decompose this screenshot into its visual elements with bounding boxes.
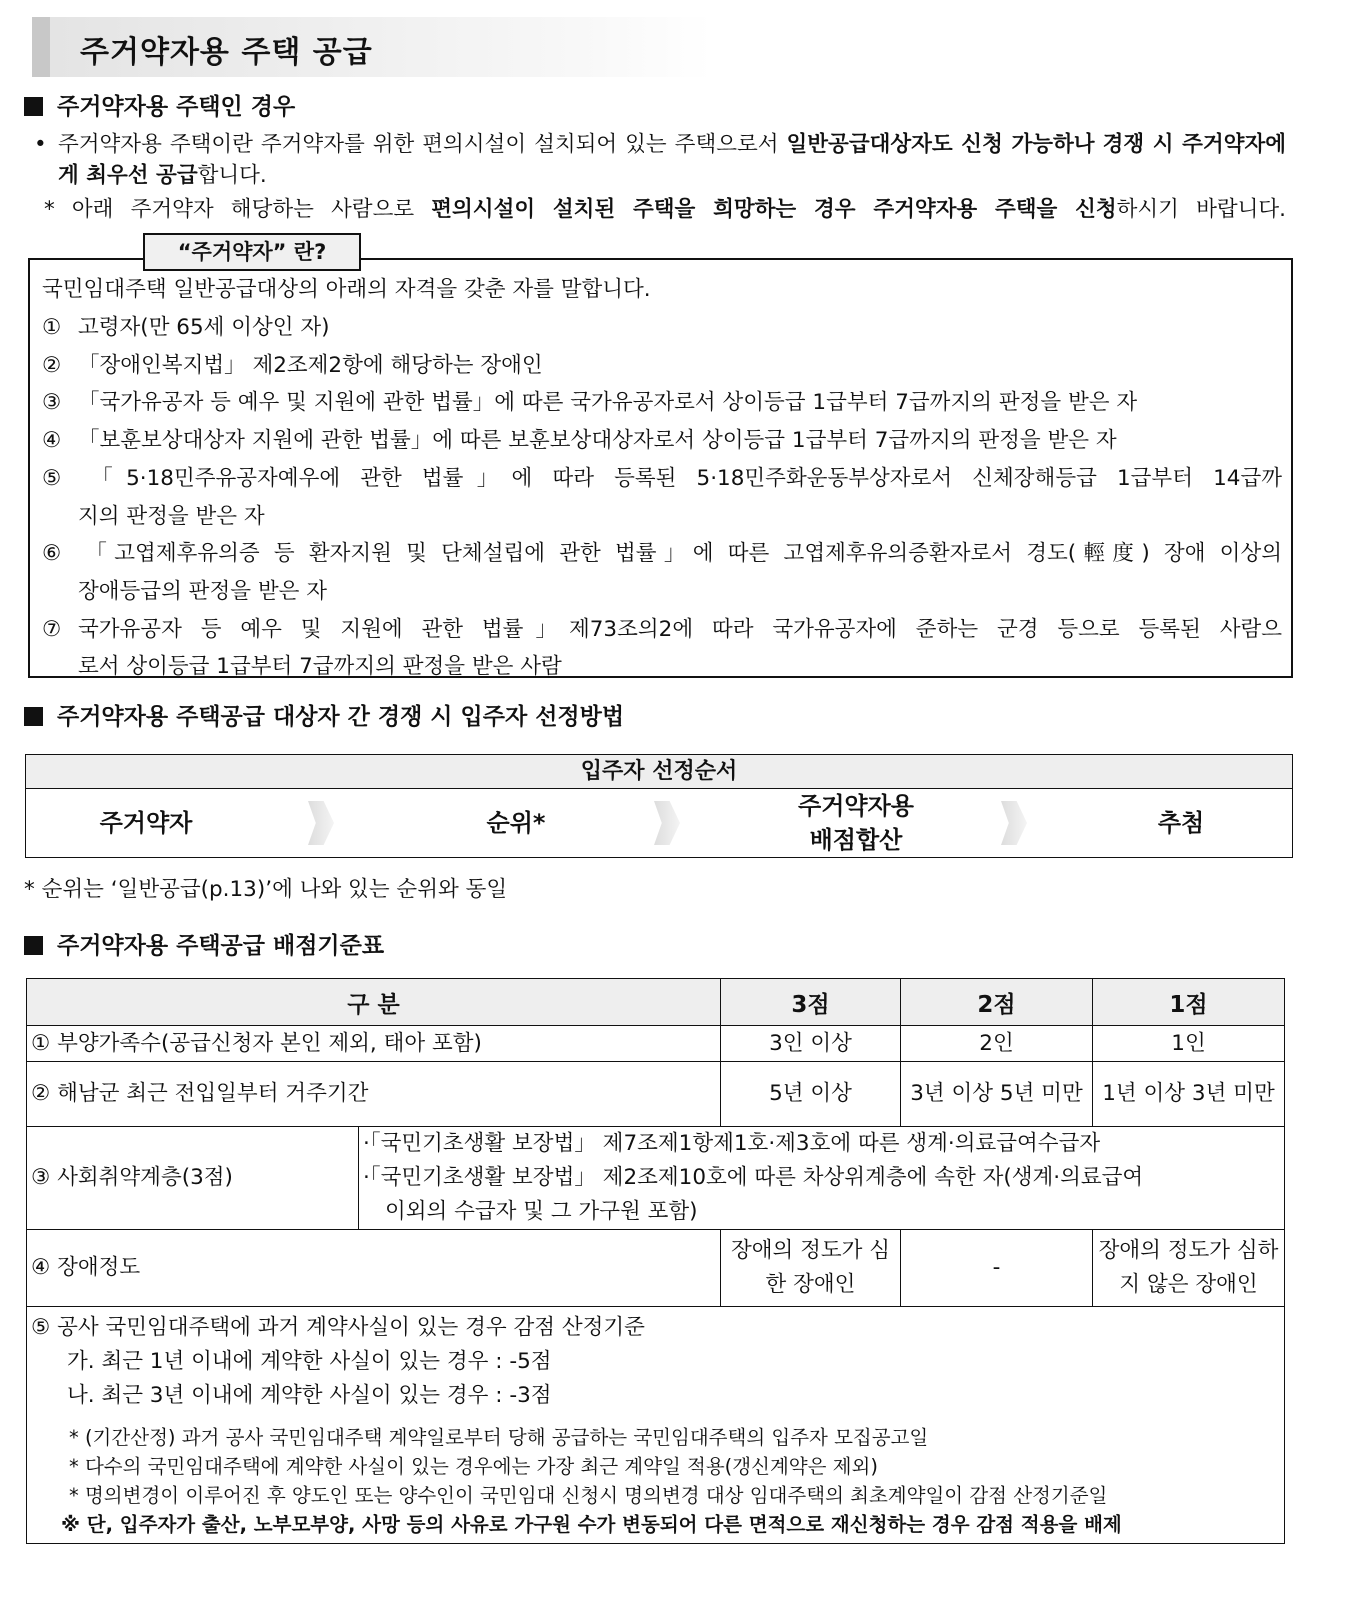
header-3pt: 3점 bbox=[721, 979, 901, 1026]
item-text: 「고엽제후유의증 등 환자지원 및 단체설립에 관한 법률」에 따른 고엽제후유의증환자로서 경도(輕度) 장애 이상의 bbox=[78, 541, 1282, 567]
square-bullet-icon bbox=[24, 97, 43, 116]
definition-intro: 국민임대주택 일반공급대상의 아래의 자격을 갖춘 자를 말합니다. bbox=[42, 277, 651, 302]
item-text: 「5·18민주유공자예우에 관한 법률」에 따라 등록된 5·18민주화운동부상자로서 신체장해등급 1급부터 14급까 bbox=[78, 465, 1282, 491]
definition-item bbox=[42, 385, 1282, 416]
cell-line: ·「국민기초생활 보장법」 제2조제10호에 따른 차상위계층에 속한 자(생계·의료급여 bbox=[363, 1165, 1144, 1190]
table-row bbox=[27, 1230, 1285, 1307]
item-number: ④ bbox=[42, 428, 62, 454]
bold-text: 경쟁 시 주거약자에게 최우선 공급 bbox=[58, 132, 1286, 188]
cell: 1인 bbox=[1093, 1026, 1285, 1062]
row-label: ① 부양가족수(공급신청자 본인 제외, 태아 포함) bbox=[27, 1026, 721, 1062]
definition-item bbox=[42, 536, 1282, 567]
cell: 장애의 정도가 심하지 않은 장애인 bbox=[1093, 1230, 1285, 1307]
text: * 아래 주거약자 해당하는 사람으로 bbox=[44, 197, 432, 222]
item-number: ① bbox=[42, 315, 62, 340]
arrow-right-icon bbox=[308, 801, 334, 845]
item-number: ⑤ bbox=[42, 465, 62, 491]
heading-text: 주거약자용 주택인 경우 bbox=[57, 94, 296, 120]
table-row bbox=[27, 1307, 1285, 1544]
item-text: 「보훈보상대상자 지원에 관한 법률」에 따른 보훈보상대상자로서 상이등급 1급부터 7급까지의 판정을 받은 자 bbox=[78, 428, 1117, 454]
bullet-icon: • bbox=[34, 132, 47, 157]
cell: 장애의 정도가 심한 장애인 bbox=[721, 1230, 901, 1307]
definition-item bbox=[42, 461, 1282, 492]
row-label: ④ 장애정도 bbox=[27, 1230, 721, 1307]
definition-label: “주거약자” 란? bbox=[143, 233, 361, 271]
item-number: ② bbox=[42, 352, 62, 378]
definition-item bbox=[42, 423, 1282, 454]
page-title-bar bbox=[32, 17, 712, 77]
cell-line: 나. 최근 3년 이내에 계약한 사실이 있는 경우 : -3점 bbox=[67, 1383, 552, 1408]
bold-text: 편의시설이 설치된 주택을 희망하는 경우 주거약자용 주택을 신청 bbox=[431, 197, 1117, 222]
cell: 3인 이상 bbox=[721, 1026, 901, 1062]
row-label: ② 해남군 최근 전입일부터 거주기간 bbox=[27, 1062, 721, 1127]
step-4: 추첨 bbox=[1157, 809, 1205, 837]
section-heading-3 bbox=[24, 927, 384, 960]
row-label: ③ 사회취약계층(3점) bbox=[27, 1127, 359, 1230]
item-number: ⑦ bbox=[42, 616, 62, 642]
exception-note: ※ 단, 입주자가 출산, 노부모부양, 사망 등의 사유로 가구원 수가 변동되어 다른 면적으로 재신청하는 경우 감점 적용을 배제 bbox=[61, 1513, 1122, 1536]
header-1pt: 1점 bbox=[1093, 979, 1285, 1026]
item-number: ③ bbox=[42, 390, 62, 416]
step-3: 주거약자용 배점합산 bbox=[798, 792, 914, 854]
rank-note: * 순위는 ‘일반공급(p.13)’에 나와 있는 순위와 동일 bbox=[24, 877, 508, 902]
definition-item-cont: 지의 판정을 받은 자 bbox=[78, 503, 265, 529]
item-number: ⑥ bbox=[42, 541, 62, 567]
text: 하시기 바랍니다. bbox=[1116, 197, 1286, 222]
footnote: * 다수의 국민임대주택에 계약한 사실이 있는 경우에는 가장 최근 계약일 적용(갱신계약은 제외) bbox=[69, 1455, 878, 1478]
selection-order-table bbox=[25, 754, 1293, 858]
table-row bbox=[27, 1026, 1285, 1062]
section-heading-2 bbox=[24, 698, 624, 731]
item-text: 국가유공자 등 예우 및 지원에 관한 법률」제73조의2에 따라 국가유공자에 준하는 군경 등으로 등록된 사람으 bbox=[78, 616, 1282, 642]
cell: - bbox=[901, 1230, 1093, 1307]
step-1: 주거약자 bbox=[99, 809, 193, 837]
item-text: 고령자(만 65세 이상인 자) bbox=[78, 315, 330, 340]
item-text: 「장애인복지법」 제2조제2항에 해당하는 장애인 bbox=[78, 352, 543, 378]
heading-text: 주거약자용 주택공급 대상자 간 경쟁 시 입주자 선정방법 bbox=[57, 704, 625, 730]
footnote: * 명의변경이 이루어진 후 양도인 또는 양수인이 국민임대 신청시 명의변경 대상 임대주택의 최초계약일이 감점 산정기준일 bbox=[69, 1484, 1108, 1507]
definition-item-cont: 로서 상이등급 1급부터 7급까지의 판정을 받은 사람 bbox=[78, 654, 562, 680]
cell: 1년 이상 3년 미만 bbox=[1093, 1062, 1285, 1127]
cell: 3년 이상 5년 미만 bbox=[901, 1062, 1093, 1127]
cell: 5년 이상 bbox=[721, 1062, 901, 1127]
cell-line: 가. 최근 1년 이내에 계약한 사실이 있는 경우 : -5점 bbox=[67, 1349, 552, 1374]
square-bullet-icon bbox=[24, 707, 43, 726]
header-2pt: 2점 bbox=[901, 979, 1093, 1026]
square-bullet-icon bbox=[24, 936, 43, 955]
cell: 2인 bbox=[901, 1026, 1093, 1062]
item-text: 「국가유공자 등 예우 및 지원에 관한 법률」에 따른 국가유공자로서 상이등급 1급부터 7급까지의 판정을 받은 자 bbox=[78, 390, 1138, 416]
text: 합니다. bbox=[197, 163, 267, 188]
table-row bbox=[27, 1062, 1285, 1127]
note-paragraph bbox=[44, 192, 1286, 223]
page-title: 주거약자용 주택 공급 bbox=[80, 35, 373, 70]
intro-paragraph bbox=[34, 129, 1286, 191]
selection-order-title: 입주자 선정순서 bbox=[26, 755, 1292, 789]
cell-line: ·「국민기초생활 보장법」 제7조제1항제1호·제3호에 따른 생계·의료급여수급자 bbox=[363, 1131, 1101, 1156]
text: 주거약자용 주택이란 주거약자를 위한 편의시설이 설치되어 있는 주택으로서 bbox=[58, 132, 787, 157]
step-2: 순위* bbox=[486, 809, 546, 837]
section-heading-1 bbox=[24, 88, 295, 121]
cell-line: ⑤ 공사 국민임대주택에 과거 계약사실이 있는 경우 감점 산정기준 bbox=[31, 1315, 645, 1340]
score-table bbox=[26, 978, 1285, 1544]
header-category: 구 분 bbox=[27, 979, 721, 1026]
definition-item bbox=[42, 348, 1282, 379]
definition-box bbox=[28, 258, 1293, 678]
definition-item-cont: 장애등급의 판정을 받은 자 bbox=[78, 578, 327, 604]
heading-text: 주거약자용 주택공급 배점기준표 bbox=[57, 933, 385, 959]
footnote: * (기간산정) 과거 공사 국민임대주택 계약일로부터 당해 공급하는 국민임대주택의 입주자 모집공고일 bbox=[69, 1426, 929, 1449]
table-row bbox=[27, 1127, 1285, 1230]
cell-line: 이외의 수급자 및 그 가구원 포함) bbox=[385, 1199, 698, 1224]
definition-item bbox=[42, 310, 1282, 341]
bold-text: 일반공급대상자도 신청 가능하나 bbox=[786, 132, 1095, 157]
definition-item bbox=[42, 612, 1282, 643]
